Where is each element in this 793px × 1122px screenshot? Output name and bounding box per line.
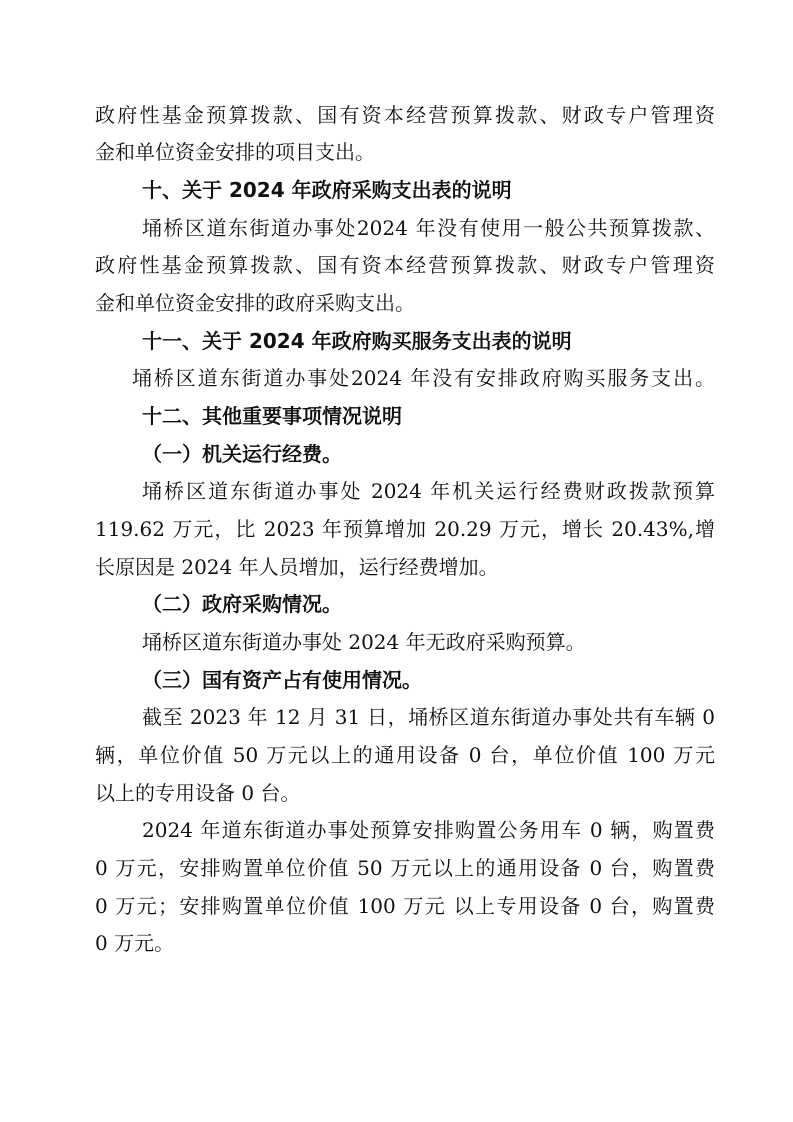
paragraph-line: 金和单位资金安排的政府采购支出。 (95, 291, 415, 315)
paragraph-line: 埇桥区道东街道办事处 2024 年机关运行经费财政拨款预算 (142, 479, 715, 503)
section-heading: 十一、关于 2024 年政府购买服务支出表的说明 (142, 329, 572, 353)
section-heading: 十、关于 2024 年政府采购支出表的说明 (142, 178, 512, 202)
paragraph-line: 0 万元；安排购置单位价值 100 万元 以上专用设备 0 台，购置费 (95, 894, 715, 918)
subsection-heading: （一）机关运行经费。 (142, 442, 342, 466)
section-heading: 十二、其他重要事项情况说明 (142, 404, 402, 428)
paragraph-line: 金和单位资金安排的项目支出。 (95, 140, 375, 164)
paragraph-line: 政府性基金预算拨款、国有资本经营预算拨款、财政专户管理资 (95, 253, 715, 277)
subsection-heading: （二）政府采购情况。 (142, 592, 342, 616)
paragraph-line: 埇桥区道东街道办事处 2024 年无政府采购预算。 (142, 630, 586, 654)
paragraph-line: 截至 2023 年 12 月 31 日，埇桥区道东街道办事处共有车辆 0 (142, 705, 715, 729)
paragraph-line: 长原因是 2024 年人员增加，运行经费增加。 (95, 555, 499, 579)
paragraph-line: 以上的专用设备 0 台。 (95, 781, 301, 805)
paragraph-line: 政府性基金预算拨款、国有资本经营预算拨款、财政专户管理资 (95, 103, 715, 127)
paragraph-line: 2024 年道东街道办事处预算安排购置公务用车 0 辆，购置费 (142, 818, 715, 842)
paragraph-line: 0 万元。 (95, 931, 175, 955)
paragraph-line: 0 万元，安排购置单位价值 50 万元以上的通用设备 0 台，购置费 (95, 856, 715, 880)
subsection-heading: （三）国有资产占有使用情况。 (142, 668, 422, 692)
paragraph-line: 119.62 万元，比 2023 年预算增加 20.29 万元，增长 20.43%,增 (95, 517, 715, 541)
paragraph-line: 埇桥区道东街道办事处2024 年没有安排政府购买服务支出。 (132, 366, 715, 390)
paragraph-line: 埇桥区道东街道办事处2024 年没有使用一般公共预算拨款、 (142, 216, 715, 240)
paragraph-line: 辆，单位价值 50 万元以上的通用设备 0 台，单位价值 100 万元 (95, 743, 715, 767)
